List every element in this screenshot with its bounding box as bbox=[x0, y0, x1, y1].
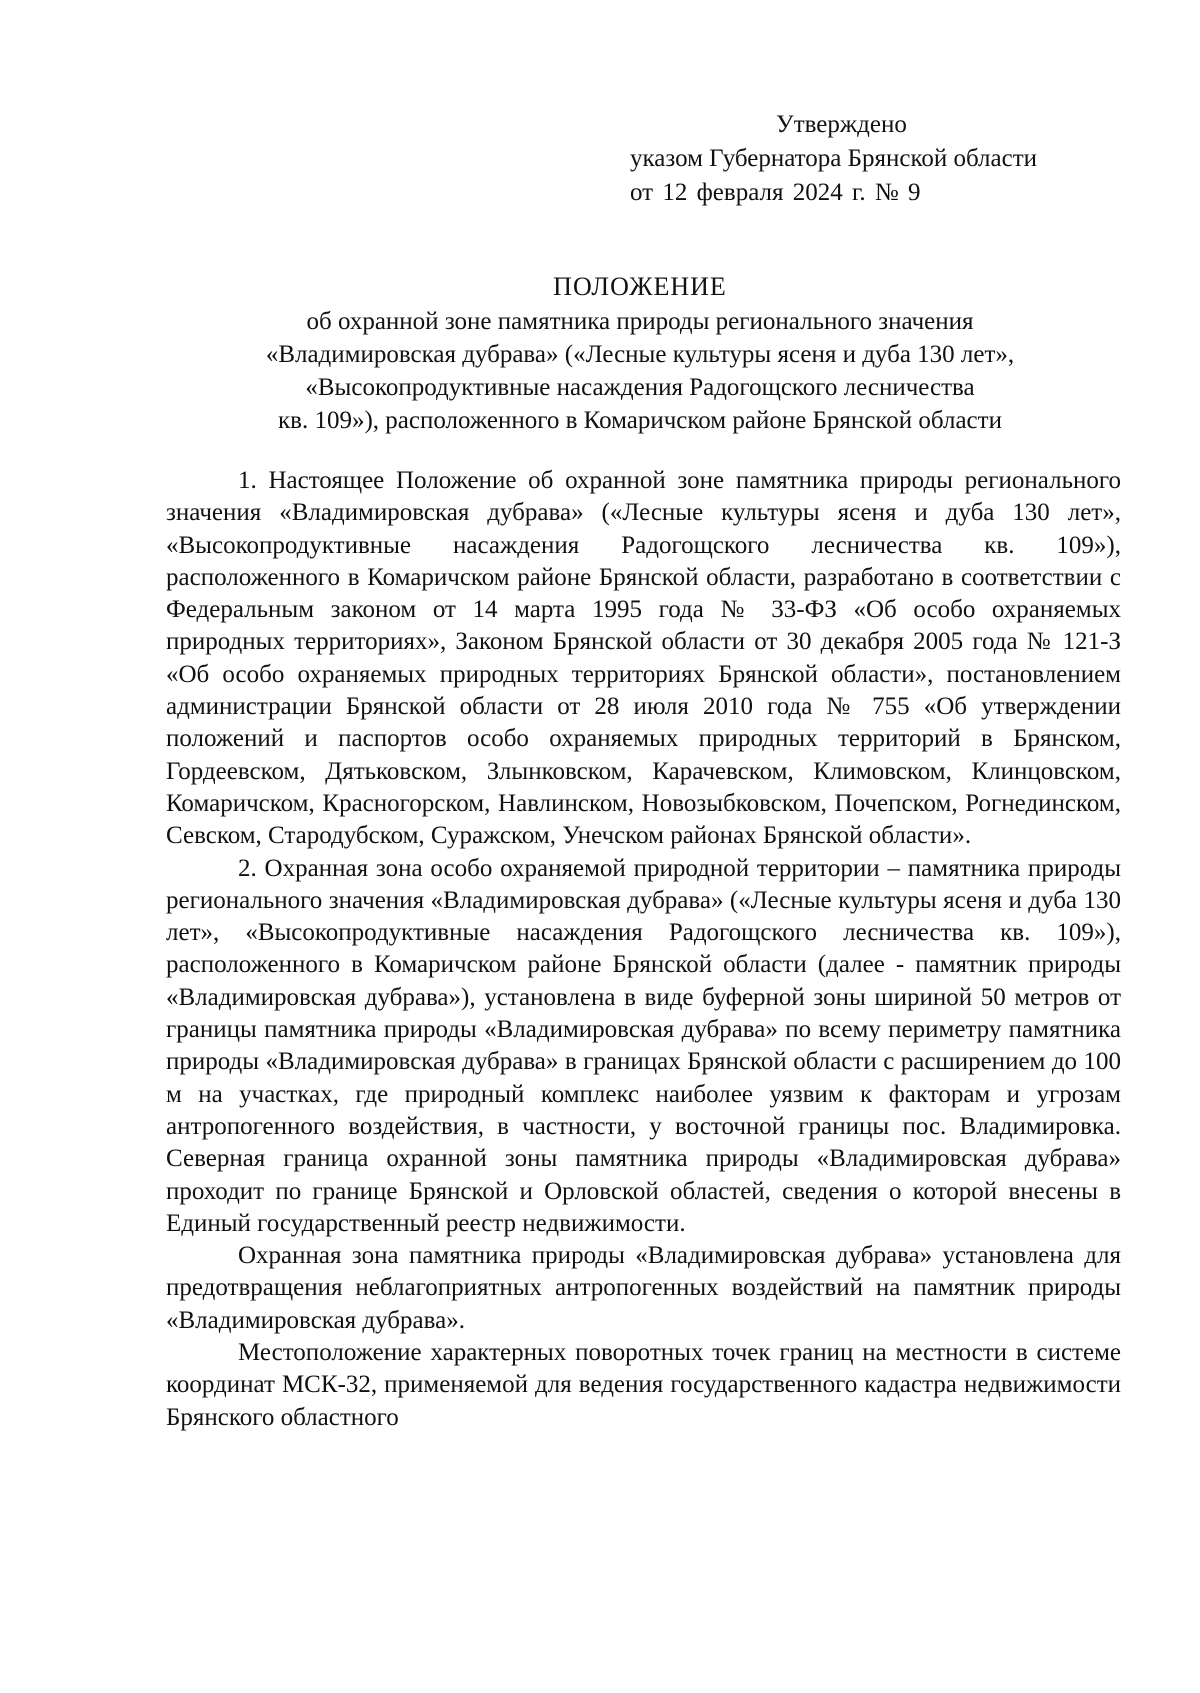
title-line-2: «Владимировская дубрава» («Лесные культуры ясеня и дуба 130 лет», bbox=[265, 341, 1015, 368]
approval-line-approved: Утверждено bbox=[776, 111, 907, 138]
title-line-3: «Высокопродуктивные насаждения Радогощского лесничества bbox=[305, 374, 975, 401]
document-title bbox=[160, 270, 1120, 437]
title-line-1: об охранной зоне памятника природы регионального значения bbox=[306, 308, 974, 335]
approval-line-decree: указом Губернатора Брянской области bbox=[630, 145, 1038, 172]
title-line-4: кв. 109»), расположенного в Комаричском районе Брянской области bbox=[278, 407, 1002, 434]
paragraph-4: Местоположение характерных поворотных точек границ на местности в системе координат МСК-32, применяемой для ведения государственного кадастра недвижимости Брянского областного bbox=[166, 1339, 1121, 1431]
paragraph-2: 2. Охранная зона особо охраняемой природной территории – памятника природы регионального значения «Владимировская дубрава» («Лесные культуры ясеня и дуба 130 лет», «Высокопродуктивные насаждения Радогощского лесничества кв. 109»), расположенного в Комаричском районе Брянской области (далее - памятник природы «Владимировская дубрава»), установлена в виде буферной зоны шириной 50 метров от границы памятника природы «Владимировская дубрава» по всему периметру памятника природы «Владимировская дубрава» в границах Брянской области с расширением до 100 м на участках, где природный комплекс наиболее уязвим к факторам и угрозам антропогенного воздействия, в частности, у восточной границы пос. Владимировка. Северная граница охранной зоны памятника природы «Владимировская дубрава» проходит по границе Брянской и Орловской областей, сведения о которой внесены в Единый государственный реестр недвижимости. bbox=[166, 854, 1121, 1237]
paragraph-3: Охранная зона памятника природы «Владимировская дубрава» установлена для предотвращения неблагоприятных антропогенных воздействий на памятник природы «Владимировская дубрава». bbox=[166, 1242, 1121, 1334]
title-heading: ПОЛОЖЕНИЕ bbox=[553, 272, 727, 301]
approval-line-date: от 12 февраля 2024 г. № 9 bbox=[630, 179, 921, 206]
document-body bbox=[166, 465, 1121, 1434]
approval-stamp bbox=[630, 108, 1150, 210]
paragraph-1: 1. Настоящее Положение об охранной зоне памятника природы регионального значения «Владимировская дубрава» («Лесные культуры ясеня и дуба 130 лет», «Высокопродуктивные насаждения Радогощского лесничества кв. 109»), расположенного в Комаричском районе Брянской области, разработано в соответствии с Федеральным законом от 14 марта 1995 года № 33-ФЗ «Об особо охраняемых природных территориях», Законом Брянской области от 30 декабря 2005 года № 121-З «Об особо охраняемых природных территориях Брянской области», постановлением администрации Брянской области от 28 июля 2010 года № 755 «Об утверждении положений и паспортов особо охраняемых природных территорий в Брянском, Гордеевском, Дятьковском, Злынковском, Карачевском, Климовском, Клинцовском, Комаричском, Красногорском, Навлинском, Новозыбковском, Почепском, Рогнединском, Севском, Стародубском, Суражском, Унечском районах Брянской области». bbox=[166, 467, 1121, 850]
